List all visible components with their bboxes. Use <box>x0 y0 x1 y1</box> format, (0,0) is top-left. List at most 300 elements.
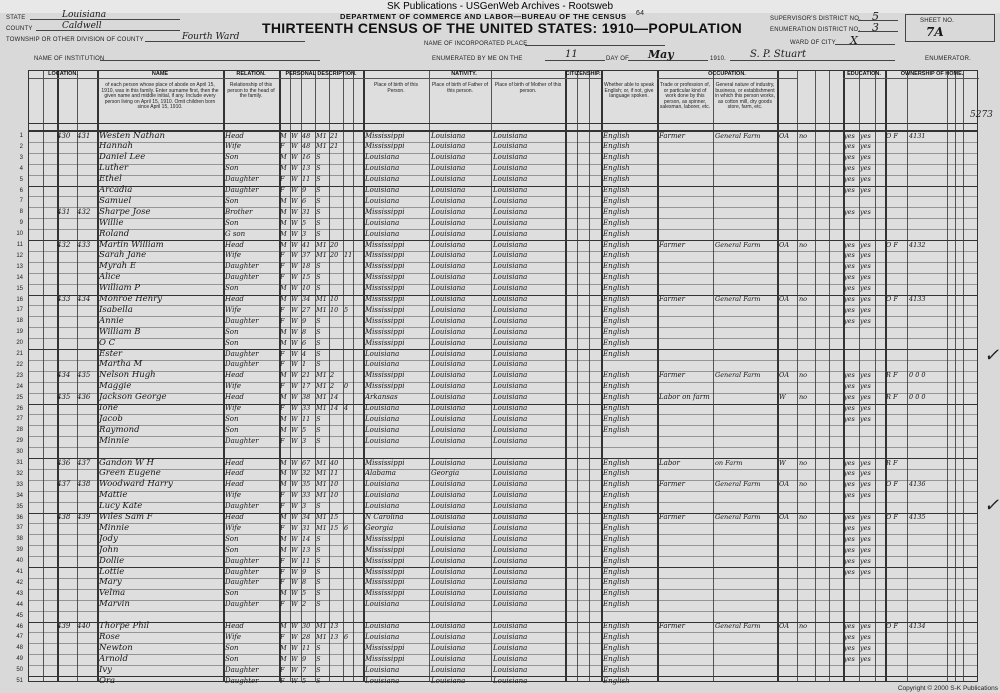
cell-rd: yes <box>844 622 855 630</box>
cell-sex: M <box>280 654 287 663</box>
cell-yrs: 13 <box>330 622 339 630</box>
cell-yrs: 11 <box>330 469 339 478</box>
cell-trade: Farmer <box>659 131 686 140</box>
cell-dw: 435 <box>57 393 71 402</box>
cell-race: W <box>291 556 298 565</box>
cell-trade: Labor <box>659 458 680 467</box>
cell-race: W <box>291 153 298 162</box>
cell-lang: English <box>603 284 630 293</box>
cell-yrs: 40 <box>330 458 339 467</box>
cell-wr: yes <box>860 273 871 282</box>
cell-mb: Louisiana <box>493 436 528 445</box>
cell-race: W <box>291 578 298 587</box>
cell-rel: Wife <box>225 491 242 500</box>
cell-age: 5 <box>302 589 307 598</box>
cell-name: Mary <box>99 577 122 588</box>
sheet-label: SHEET NO. <box>920 18 955 24</box>
cell-lang: English <box>603 600 630 609</box>
cell-sex: F <box>280 360 285 369</box>
cell-name: Woodward Harry <box>99 479 173 490</box>
cell-age: 3 <box>302 229 307 238</box>
row-number: 39 <box>16 547 23 554</box>
cell-sex: F <box>280 556 285 565</box>
cell-rel: Son <box>225 153 239 162</box>
cell-name: Roland <box>99 228 130 239</box>
cell-bp: Louisiana <box>365 175 400 184</box>
cell-bp: Louisiana <box>365 632 400 641</box>
cell-name: Dollie <box>99 555 125 566</box>
cell-lang: English <box>603 523 630 532</box>
cell-bp: Mississippi <box>365 556 405 565</box>
cell-fb: Louisiana <box>431 142 466 151</box>
cell-bp: Mississippi <box>365 305 405 314</box>
cell-name: Nelson Hugh <box>99 370 156 381</box>
cell-bp: Mississippi <box>365 654 405 663</box>
cell-ind: General Farm <box>715 295 761 303</box>
cell-ms: S <box>316 502 321 511</box>
cell-trade: Farmer <box>659 240 686 249</box>
cell-ms: M1 <box>316 251 327 260</box>
cell-rd: yes <box>844 251 855 260</box>
cell-mb: Louisiana <box>493 458 528 467</box>
cell-trade: Farmer <box>659 622 686 630</box>
row-number: 44 <box>16 601 23 608</box>
cell-ms: M1 <box>316 469 327 478</box>
cell-rel: G son <box>225 229 246 238</box>
row-number: 32 <box>16 470 23 477</box>
cell-wr: yes <box>860 545 871 554</box>
cell-wr: yes <box>860 153 871 162</box>
cell-name: Daniel Lee <box>99 152 146 163</box>
cell-mb: Louisiana <box>493 382 528 391</box>
cell-mb: Louisiana <box>493 578 528 587</box>
cell-wr: yes <box>860 382 871 391</box>
cell-race: W <box>291 371 298 380</box>
cell-sex: F <box>280 578 285 587</box>
cell-dw: 430 <box>57 131 71 140</box>
cell-age: 67 <box>302 458 311 467</box>
cell-rel: Head <box>225 480 244 489</box>
cell-wr: yes <box>860 458 871 467</box>
row-number: 34 <box>16 492 23 499</box>
cell-mb: Louisiana <box>493 567 528 576</box>
row-number: 29 <box>16 438 23 445</box>
cell-name: Green Eugene <box>99 468 161 479</box>
cell-rel: Son <box>225 534 239 543</box>
cell-rd: yes <box>844 404 855 412</box>
cell-lang: English <box>603 218 630 227</box>
cell-lang: English <box>603 545 630 554</box>
cell-rel: Son <box>225 545 239 554</box>
cell-mb: Louisiana <box>493 469 528 478</box>
cell-rel: Wife <box>225 404 242 412</box>
cell-emp: W <box>779 458 786 467</box>
enum-district-label: ENUMERATION DISTRICT NO. <box>770 27 861 33</box>
cell-lang: English <box>603 371 630 380</box>
cell-age: 16 <box>302 153 311 162</box>
cell-rd: yes <box>844 480 855 489</box>
cell-name: Rose <box>99 631 120 642</box>
cell-rel: Brother <box>225 207 253 216</box>
row-number: 11 <box>16 242 23 248</box>
cell-name: Minnie <box>99 435 130 446</box>
cell-bp: Alabama <box>365 469 396 478</box>
row-number: 51 <box>16 678 23 684</box>
cell-ff: 4132 <box>909 240 926 249</box>
cell-rd: yes <box>844 534 855 543</box>
cell-w: no <box>799 480 808 489</box>
cell-sex: M <box>280 284 287 293</box>
cell-rd: yes <box>844 175 855 184</box>
cell-ms: M1 <box>316 480 327 489</box>
cell-bp: Mississippi <box>365 545 405 554</box>
cell-age: 33 <box>302 404 311 412</box>
cell-fb: Louisiana <box>431 480 466 489</box>
cell-race: W <box>291 414 298 423</box>
column-header-birth-father: Place of birth of Father of this person. <box>431 82 489 94</box>
cell-mb: Louisiana <box>493 513 528 521</box>
cell-yrs: 10 <box>330 491 339 500</box>
cell-ms: S <box>316 175 321 184</box>
cell-age: 48 <box>302 131 311 140</box>
cell-ms: S <box>316 567 321 576</box>
cell-race: W <box>291 142 298 151</box>
cell-sex: M <box>280 480 287 489</box>
row-number: 40 <box>16 558 23 565</box>
cell-wr: yes <box>860 305 871 314</box>
cell-ind: General Farm <box>715 622 761 630</box>
group-header-ownership: OWNERSHIP OF HOME. <box>885 71 979 79</box>
cell-rel: Son <box>225 414 239 423</box>
cell-race: W <box>291 316 298 325</box>
cell-mb: Louisiana <box>493 196 528 205</box>
cell-bp: Mississippi <box>365 371 405 380</box>
cell-lang: English <box>603 273 630 282</box>
cell-name: Ethel <box>99 174 122 185</box>
cell-rel: Son <box>225 338 239 347</box>
cell-fb: Louisiana <box>431 556 466 565</box>
cell-name: Ivy <box>99 664 112 675</box>
cell-rel: Wife <box>225 305 242 314</box>
cell-wr: yes <box>860 371 871 380</box>
census-grid <box>16 70 978 686</box>
enumerated-month: May <box>648 48 674 61</box>
cell-sex: F <box>280 316 285 325</box>
cell-ind: General Farm <box>715 131 761 140</box>
cell-rel: Head <box>225 240 244 249</box>
cell-ms: M1 <box>316 458 327 467</box>
cell-mb: Louisiana <box>493 480 528 489</box>
cell-fam: 437 <box>77 458 91 467</box>
cell-mb: Louisiana <box>493 654 528 663</box>
cell-age: 31 <box>302 523 311 532</box>
cell-rel: Head <box>225 393 244 402</box>
row-number: 20 <box>16 340 23 347</box>
row-number: 26 <box>16 405 23 412</box>
cell-ff: 4131 <box>909 131 926 140</box>
cell-age: 31 <box>302 207 311 216</box>
sheet-value: 7A <box>926 25 944 39</box>
group-header-nativity: NATIVITY. <box>363 71 565 79</box>
cell-fb: Louisiana <box>431 153 466 162</box>
cell-rel: Daughter <box>225 349 259 358</box>
cell-bp: Mississippi <box>365 327 405 336</box>
cell-lang: English <box>603 567 630 576</box>
cell-rd: yes <box>844 284 855 293</box>
cell-ms: M1 <box>316 240 327 249</box>
cell-rd: yes <box>844 632 855 641</box>
cell-bp: Mississippi <box>365 207 405 216</box>
cell-name: Alice <box>99 272 121 283</box>
cell-fb: Louisiana <box>431 273 466 282</box>
source-banner: SK Publications - USGenWeb Archives - Rootsweb <box>0 0 1000 13</box>
cell-mb: Louisiana <box>493 545 528 554</box>
cell-ms: M1 <box>316 131 327 140</box>
cell-name: Sharpe Jose <box>99 206 151 217</box>
cell-race: W <box>291 360 298 369</box>
row-number: 15 <box>16 285 23 292</box>
cell-lang: English <box>603 393 630 402</box>
cell-fb: Louisiana <box>431 393 466 402</box>
cell-lang: English <box>603 175 630 184</box>
cell-race: W <box>291 382 298 391</box>
cell-race: W <box>291 600 298 609</box>
cell-fb: Georgia <box>431 469 460 478</box>
cell-wr: yes <box>860 404 871 412</box>
cell-dw: 439 <box>57 622 71 630</box>
column-header-birth-mother: Place of birth of Mother of this person. <box>494 82 562 94</box>
cell-bp: Mississippi <box>365 382 405 391</box>
cell-yrs: 10 <box>330 305 339 314</box>
group-header-occupation: OCCUPATION. <box>657 71 797 79</box>
cell-wr: yes <box>860 240 871 249</box>
cell-own: O F <box>886 295 898 303</box>
cell-sex: F <box>280 491 285 500</box>
cell-race: W <box>291 534 298 543</box>
cell-name: Ora <box>99 675 116 686</box>
cell-fb: Louisiana <box>431 523 466 532</box>
cell-yrs: 14 <box>330 393 339 402</box>
cell-rel: Head <box>225 622 244 630</box>
cell-w: no <box>799 240 808 249</box>
cell-name: Myrah E <box>99 261 137 272</box>
cell-dw: 434 <box>57 371 71 380</box>
cell-ms: S <box>316 153 321 162</box>
cell-race: W <box>291 164 298 173</box>
cell-sex: M <box>280 240 287 249</box>
cell-emp: OA <box>779 295 790 303</box>
cell-mb: Louisiana <box>493 229 528 238</box>
cell-trade: Farmer <box>659 295 686 303</box>
cell-rel: Wife <box>225 251 242 260</box>
cell-age: 9 <box>302 567 307 576</box>
cell-w: no <box>799 513 808 521</box>
cell-name: William B <box>99 326 141 337</box>
cell-lang: English <box>603 327 630 336</box>
cell-fb: Louisiana <box>431 458 466 467</box>
cell-sex: M <box>280 545 287 554</box>
cell-rel: Daughter <box>225 273 259 282</box>
cell-fb: Louisiana <box>431 131 466 140</box>
cell-name: Annie <box>99 315 124 326</box>
cell-wr: yes <box>860 316 871 325</box>
cell-w: no <box>799 458 808 467</box>
cell-bp: Louisiana <box>365 349 400 358</box>
group-header-education: EDUCATION. <box>843 71 885 79</box>
cell-rd: yes <box>844 414 855 423</box>
cell-sex: M <box>280 131 287 140</box>
row-number: 38 <box>16 536 23 543</box>
cell-race: W <box>291 665 298 674</box>
cell-dw: 432 <box>57 240 71 249</box>
cell-fb: Louisiana <box>431 632 466 641</box>
cell-fb: Louisiana <box>431 338 466 347</box>
cell-name: John <box>99 544 119 555</box>
township-value: Fourth Ward <box>182 32 240 42</box>
cell-rd: yes <box>844 305 855 314</box>
cell-ms: S <box>316 218 321 227</box>
cell-lang: English <box>603 349 630 358</box>
row-number: 25 <box>16 394 23 401</box>
group-header-personal: PERSONAL DESCRIPTION. <box>279 71 363 79</box>
cell-age: 8 <box>302 327 307 336</box>
cell-age: 32 <box>302 469 311 478</box>
cell-lang: English <box>603 186 630 194</box>
cell-race: W <box>291 305 298 314</box>
cell-fb: Louisiana <box>431 491 466 500</box>
cell-own: R F <box>886 458 898 467</box>
cell-fb: Louisiana <box>431 404 466 412</box>
row-number: 47 <box>16 634 23 641</box>
row-number: 2 <box>19 143 23 150</box>
cell-wr: yes <box>860 131 871 140</box>
cell-mb: Louisiana <box>493 164 528 173</box>
cell-rel: Daughter <box>225 578 259 587</box>
cell-sex: F <box>280 251 285 260</box>
cell-ms: S <box>316 589 321 598</box>
row-number: 41 <box>16 569 23 575</box>
cell-lang: English <box>603 262 630 271</box>
cell-ch: 6 <box>344 523 349 532</box>
cell-rel: Son <box>225 196 239 205</box>
cell-mb: Louisiana <box>493 523 528 532</box>
row-number: 1 <box>19 133 23 139</box>
cell-yrs: 21 <box>330 142 339 151</box>
cell-lang: English <box>603 556 630 565</box>
cell-own: O F <box>886 622 898 630</box>
cell-age: 5 <box>302 425 307 434</box>
cell-age: 5 <box>302 676 307 685</box>
cell-bp: Louisiana <box>365 229 400 238</box>
cell-sex: F <box>280 262 285 271</box>
column-header-relation: Relationship of this person to the head of the family. <box>227 82 275 100</box>
cell-age: 2 <box>302 600 307 609</box>
cell-fb: Louisiana <box>431 360 466 369</box>
state-value: Louisiana <box>62 10 107 20</box>
cell-name: Martha M <box>99 359 143 370</box>
cell-race: W <box>291 349 298 358</box>
township-label: TOWNSHIP OR OTHER DIVISION OF COUNTY <box>6 37 144 43</box>
cell-bp: Mississippi <box>365 251 405 260</box>
row-number: 12 <box>16 252 23 259</box>
cell-bp: Louisiana <box>365 196 400 205</box>
cell-age: 30 <box>302 622 311 630</box>
cell-wr: yes <box>860 393 871 402</box>
cell-ms: S <box>316 273 321 282</box>
cell-rel: Wife <box>225 523 242 532</box>
row-number: 33 <box>16 481 23 488</box>
cell-mb: Louisiana <box>493 632 528 641</box>
cell-ff: 0 0 0 <box>909 393 926 402</box>
cell-bp: Mississippi <box>365 316 405 325</box>
cell-age: 41 <box>302 240 311 249</box>
cell-mb: Louisiana <box>493 643 528 652</box>
cell-yrs: 10 <box>330 295 339 303</box>
cell-mb: Louisiana <box>493 600 528 609</box>
cell-rel: Daughter <box>225 175 259 184</box>
cell-rel: Wife <box>225 382 242 391</box>
cell-rel: Son <box>225 589 239 598</box>
cell-lang: English <box>603 240 630 249</box>
cell-fb: Louisiana <box>431 436 466 445</box>
cell-age: 11 <box>302 414 311 423</box>
cell-rel: Daughter <box>225 556 259 565</box>
cell-fb: Louisiana <box>431 665 466 674</box>
cell-rel: Son <box>225 643 239 652</box>
cell-fb: Louisiana <box>431 513 466 521</box>
cell-bp: Louisiana <box>365 425 400 434</box>
cell-rel: Son <box>225 284 239 293</box>
cell-rd: yes <box>844 186 855 194</box>
cell-age: 3 <box>302 502 307 511</box>
cell-ms: M1 <box>316 622 327 630</box>
cell-ind: General Farm <box>715 371 761 380</box>
cell-lang: English <box>603 207 630 216</box>
ward-value: X <box>850 34 858 47</box>
cell-race: W <box>291 567 298 576</box>
enumerated-label: ENUMERATED BY ME ON THE <box>432 56 523 62</box>
cell-race: W <box>291 262 298 271</box>
cell-ch: 11 <box>344 251 353 260</box>
cell-mb: Louisiana <box>493 207 528 216</box>
cell-lang: English <box>603 589 630 598</box>
cell-mb: Louisiana <box>493 338 528 347</box>
cell-sex: F <box>280 175 285 184</box>
cell-ms: S <box>316 360 321 369</box>
cell-ms: S <box>316 207 321 216</box>
cell-wr: yes <box>860 251 871 260</box>
cell-age: 34 <box>302 513 311 521</box>
cell-rel: Son <box>225 164 239 173</box>
cell-fb: Louisiana <box>431 371 466 380</box>
cell-sex: M <box>280 207 287 216</box>
cell-age: 9 <box>302 186 307 194</box>
cell-rel: Son <box>225 218 239 227</box>
cell-bp: Mississippi <box>365 338 405 347</box>
cell-race: W <box>291 295 298 303</box>
cell-rd: yes <box>844 567 855 576</box>
cell-fb: Louisiana <box>431 218 466 227</box>
cell-age: 9 <box>302 316 307 325</box>
cell-lang: English <box>603 414 630 423</box>
cell-race: W <box>291 491 298 500</box>
cell-age: 14 <box>302 534 311 543</box>
cell-lang: English <box>603 469 630 478</box>
column-header-trade: Trade or profession of, or particular kind of work done by this person, as spinner, salesman, laborer, etc. <box>659 82 711 111</box>
cell-fam: 431 <box>77 131 91 140</box>
row-number: 28 <box>16 427 23 434</box>
cell-lang: English <box>603 654 630 663</box>
